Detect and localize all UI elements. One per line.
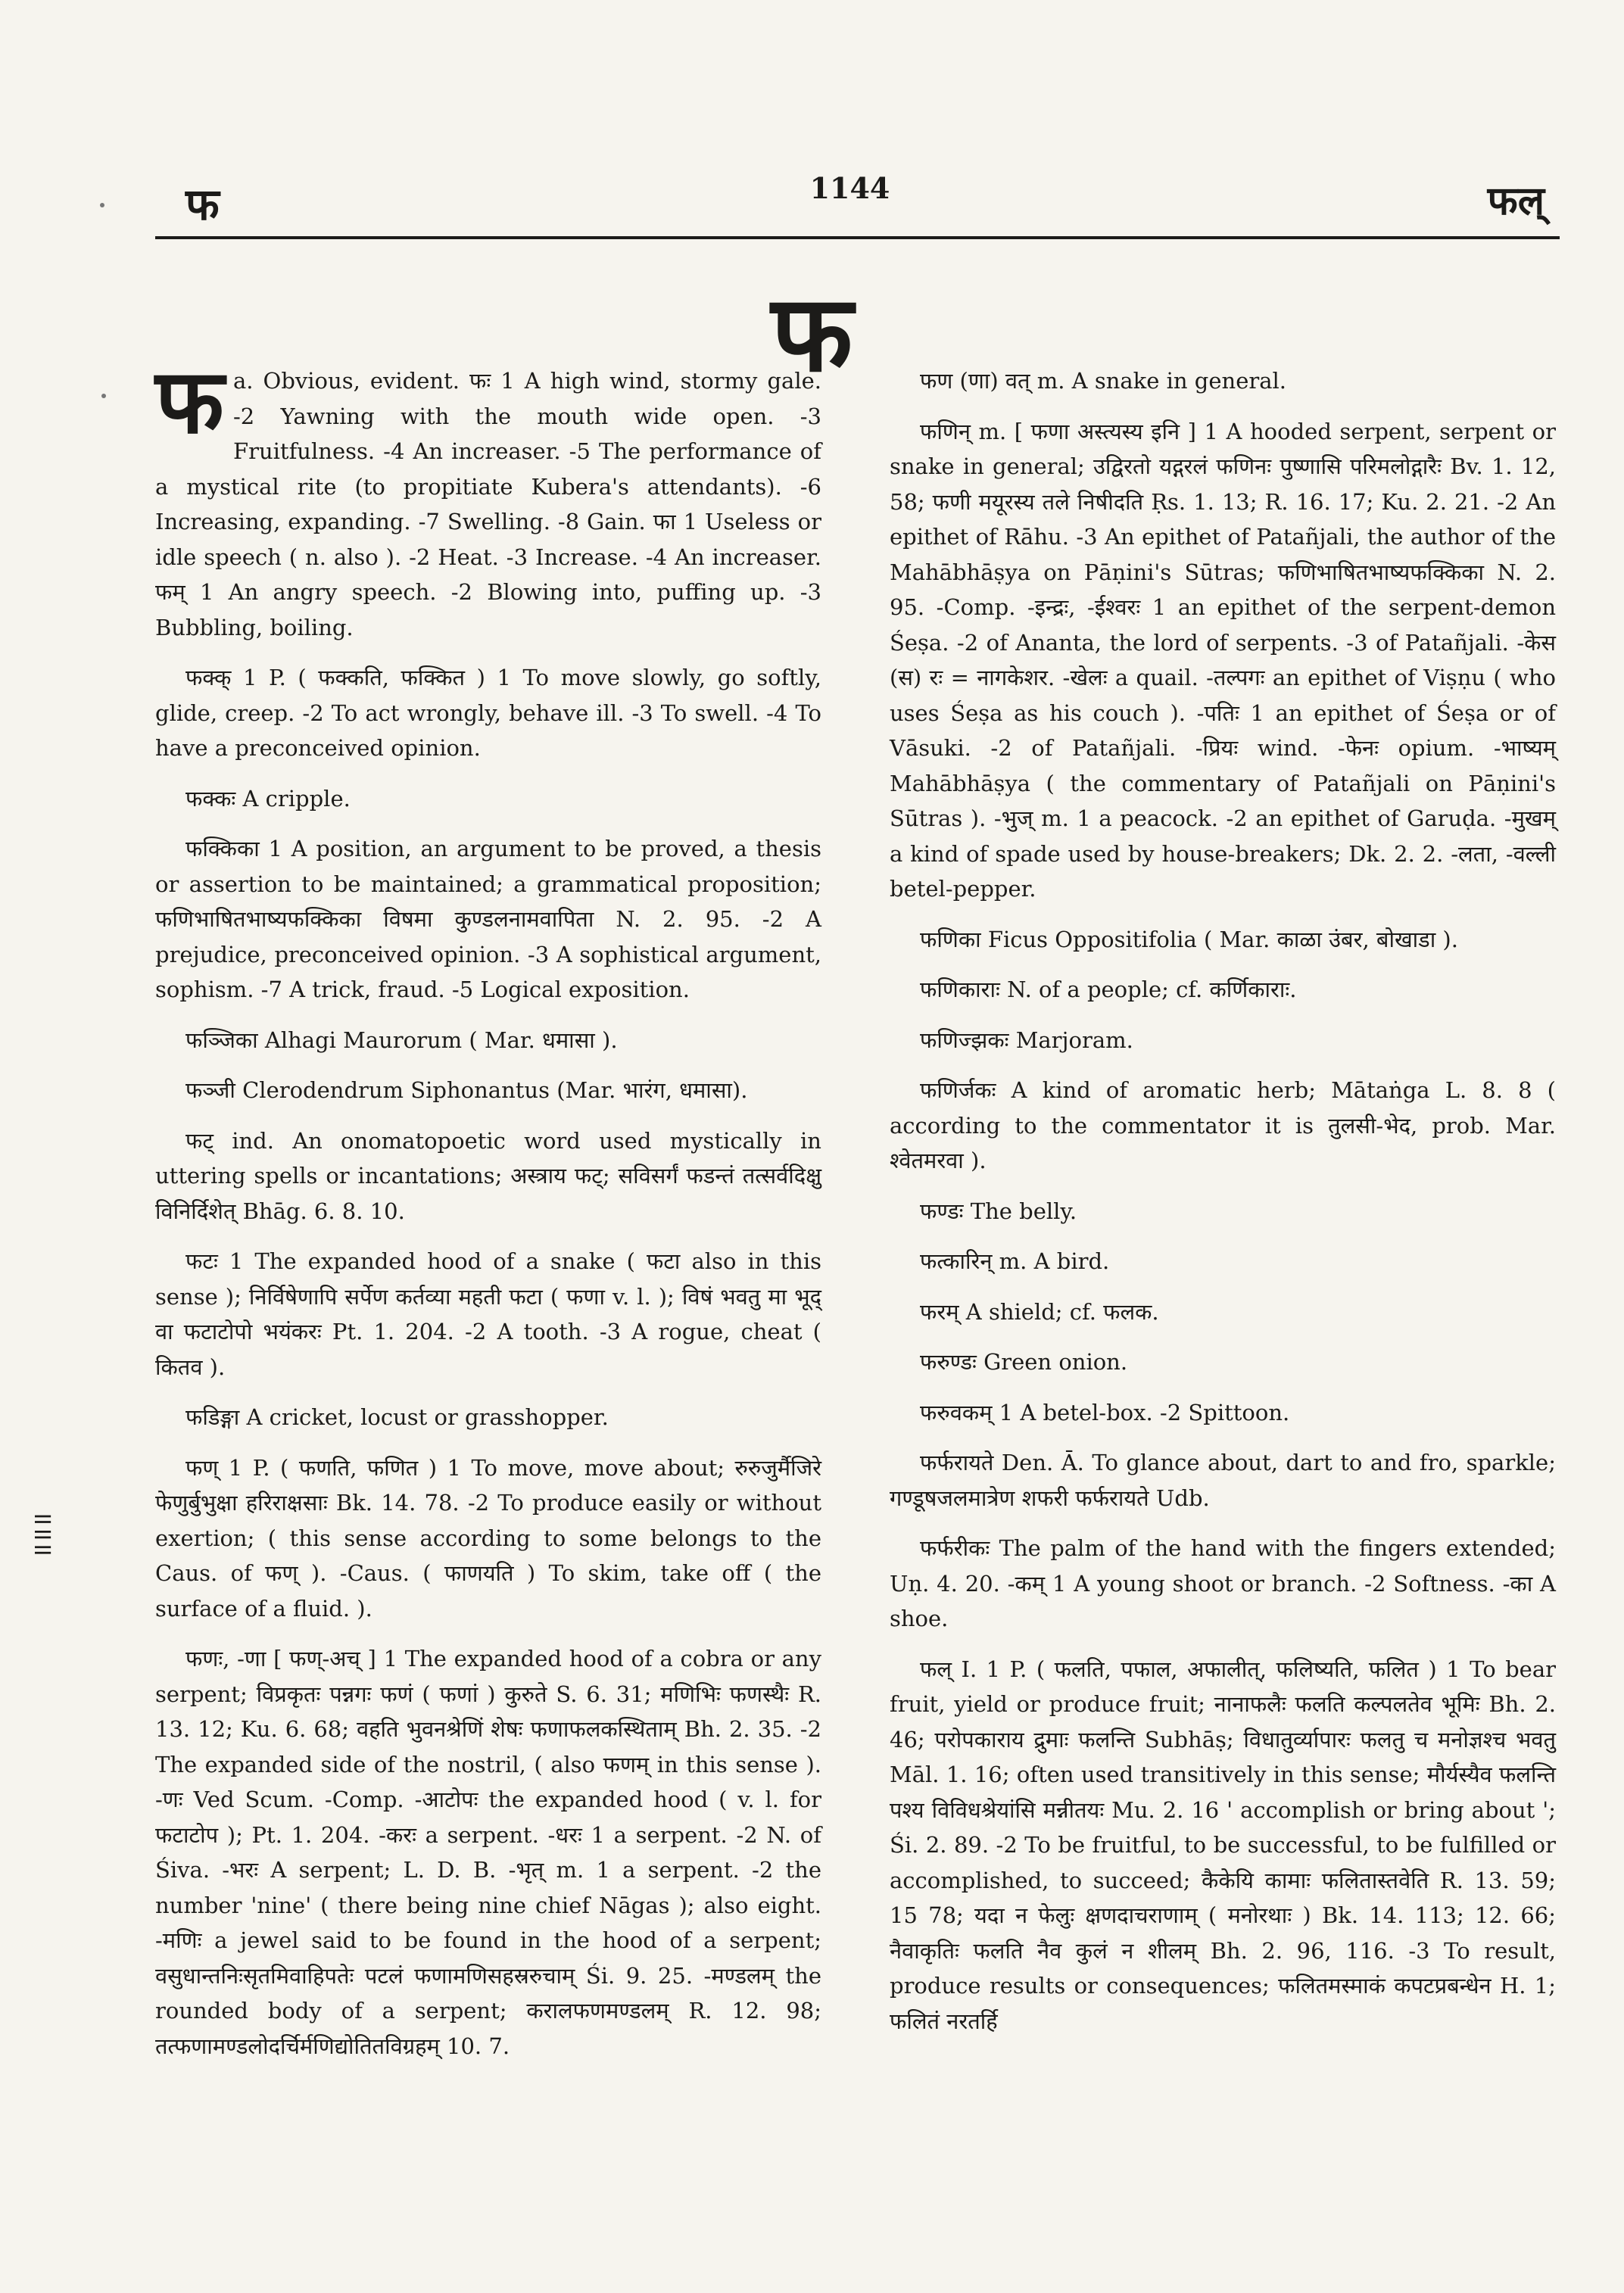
header-rule (155, 236, 1560, 239)
margin-mark: ॥॥॥ (28, 1510, 58, 1557)
dictionary-entry: फञ्जिका Alhagi Maurorum ( Mar. धमासा ). (185, 1027, 618, 1053)
dictionary-entry: फटः 1 The expanded hood of a snake ( फटा also in this sense ); निर्विषेणापि सर्पेण कर्तव्या महती फटा ( फणा v. l. ); विषं भवतु मा भूद् वा फटाटोपो भयंकरः Pt. 1. 204. -2 A tooth. -3 A rogue, cheat ( कितव ). (155, 1248, 821, 1380)
dictionary-entry: फणिर्जकः A kind of aromatic herb; Mātaṅga L. 8. 8 ( according to the commentator it is तुलसी-भेद, prob. Mar. श्वेतमरवा ). (890, 1077, 1556, 1173)
dictionary-entry: फण (णा) वत् m. A snake in general. (920, 368, 1287, 394)
dictionary-entry: फक्किका 1 A position, an argument to be proved, a thesis or assertion to be maintained; a grammatical proposition; फणिभाषितभाष्यफक्किका विषमा कुण्डलनामवापिता N. 2. 95. -2 A prejudice, preconceived opinion. -3 A sophistical argument, sophism. -7 A trick, fraud. -5 Logical exposition. (155, 836, 821, 1002)
header-right-word: फल् (1487, 178, 1545, 224)
header-left-letter: फ (185, 179, 220, 230)
dictionary-entry: फञ्जी Clerodendrum Siphonantus (Mar. भारंग, धमासा). (185, 1077, 748, 1103)
left-column (155, 348, 821, 2079)
dictionary-entry: फणिन् m. [ फणा अस्त्यस्य इनि ] 1 A hooded serpent, serpent or snake in general; उद्विरतो यद्गरलं फणिनः पुष्णासि परिमलोद्गारैः Bv. 1. 12, 58; फणी मयूरस्य तले निषीदति Ṛs. 1. 13; R. 16. 17; Ku. 2. 21. -2 An epithet of Rāhu. -3 An epithet of Patañjali, the author of the Mahābhāṣya on Pāṇini's Sūtras; फणिभाषितभाष्यफक्किका N. 2. 95. -Comp. -इन्द्रः, -ईश्वरः 1 an epithet of the serpent-demon Śeṣa. -2 of Ananta, the lord of serpents. -3 of Patañjali. -केस (स) रः = नागकेशर. -खेलः a quail. -तल्पगः an epithet of Viṣṇu ( who uses Śeṣa as his couch ). -पतिः 1 an epithet of Śeṣa or of Vāsuki. -2 of Patañjali. -प्रियः wind. -फेनः opium. -भाष्यम् Mahābhāṣya ( the commentary of Patañjali on Pāṇini's Sūtras ). -भुज् m. 1 a peacock. -2 an epithet of Garuḍa. -मुखम् a kind of spade used by house-breakers; Dk. 2. 2. -लता, -वल्ली betel-pepper. (890, 418, 1556, 902)
dictionary-entry: फरुवकम् 1 A betel-box. -2 Spittoon. (920, 1399, 1290, 1425)
section-letter: फ (771, 272, 853, 396)
dictionary-entry: फण्डः The belly. (920, 1198, 1077, 1224)
scan-speck (100, 203, 104, 207)
dictionary-entry: फरुण्डः Green onion. (920, 1349, 1128, 1375)
dictionary-entry: फर्फरायते Den. Ā. To glance about, dart to and fro, sparkle; गण्डूषजलमात्रेण शफरी फर्फरायते Udb. (890, 1450, 1556, 1511)
dictionary-entry: फर्फरीकः The palm of the hand with the fingers extended; Uṇ. 4. 20. -कम् 1 A young shoot or branch. -2 Softness. -का A shoe. (890, 1535, 1556, 1631)
dictionary-entry: फक्कः A cripple. (185, 785, 351, 812)
dictionary-entry: फणिकाराः N. of a people; cf. कर्णिकाराः. (920, 977, 1297, 1002)
dictionary-entry: फट् ind. An onomatopoetic word used mystically in uttering spells or incantations; अस्त्राय फट्; सविसर्गं फडन्तं तत्सर्वदिक्षु विनिर्दिशेत् Bhāg. 6. 8. 10. (155, 1127, 821, 1224)
dictionary-entry: फत्कारिन् m. A bird. (920, 1248, 1110, 1274)
dictionary-entry: फण् 1 P. ( फणति, फणित ) 1 To move, move about; रुरुजुर्मैजिरे फेणुर्बुभुक्षा हरिराक्षसाः Bk. 14. 78. -2 To produce easily or without exertion; ( this sense according to some belongs to the Caus. of फण् ). -Caus. ( फाणयति ) To skim, take off ( the surface of a fluid. ). (155, 1454, 821, 1622)
scan-speck (101, 394, 106, 398)
dictionary-entry: फडिङ्गा A cricket, locust or grasshopper. (185, 1404, 609, 1430)
page-number: 1144 (809, 171, 890, 205)
drop-cap: फ (155, 348, 224, 453)
dictionary-entry: फल् I. 1 P. ( फलति, पफाल, अफालीत्, फलिष्यति, फलित ) 1 To bear fruit, yield or produce fruit; नानाफलैः फलति कल्पलतेव भूमिः Bh. 2. 46; परोपकाराय द्रुमाः फलन्ति Subhāṣ; विधातुर्व्यापारः फलतु च मनोज्ञश्च भवतु Māl. 1. 16; often used transitively in this sense; मौर्यस्यैव फलन्ति पश्य विविधश्रेयांसि मन्नीतयः Mu. 2. 16 ' accomplish or bring about '; Śi. 2. 89. -2 To be fruitful, to be successful, to be fulfilled or accomplished, to succeed; कैकेयि कामाः फलितास्तवेति R. 13. 59; 15 78; यदा न फेलुः क्षणदाचराणाम् ( मनोरथाः ) Bk. 14. 113; 12. 66; नैवाकृतिः फलति नैव कुलं न शीलम् Bh. 2. 96, 116. -3 To result, produce results or consequences; फलितमस्माकं कपटप्रबन्धेन H. 1; फलितं नरतर्हि (890, 1656, 1556, 2034)
dictionary-entry: फक्क् 1 P. ( फक्कति, फक्कित ) 1 To move slowly, go softly, glide, creep. -2 To act wrongly, behave ill. -3 To swell. -4 To have a preconceived opinion. (155, 665, 821, 761)
dictionary-entry: फणिज्झकः Marjoram. (920, 1027, 1133, 1053)
dictionary-entry: फरम् A shield; cf. फलक. (920, 1298, 1159, 1325)
dictionary-entry: फणिका Ficus Oppositifolia ( Mar. काळा उंबर, बोखाडा ). (920, 926, 1458, 952)
right-column (890, 363, 1556, 2054)
dictionary-entry: फणः, -णा [ फण्-अच् ] 1 The expanded hood of a cobra or any serpent; विप्रकृतः पन्नगः फणं ( फणां ) कुरुते S. 6. 31; मणिभिः फणस्थैः R. 13. 12; Ku. 6. 68; वहति भुवनश्रेणिं शेषः फणाफलकस्थिताम् Bh. 2. 35. -2 The expanded side of the nostril, ( also फणम् in this sense ). -णः Ved Scum. -Comp. -आटोपः the expanded hood ( v. l. for फटाटोप ); Pt. 1. 204. -करः a serpent. -धरः 1 a serpent. -2 N. of Śiva. -भरः A serpent; L. D. B. -भृत् m. 1 a serpent. -2 the number 'nine' ( there being nine chief Nāgas ); also eight. -मणिः a jewel said to be found in the hood of a serpent; वसुधान्तनिःसृतमिवाहिपतेः पटलं फणामणिसहस्ररुचाम् Śi. 9. 25. -मण्डलम् the rounded body of a serpent; करालफणमण्डलम् R. 12. 98; तत्फणामण्डलोदर्चिर्मणिद्योतितविग्रहम् 10. 7. (155, 1646, 821, 2059)
dictionary-entry: फa. Obvious, evident. फः 1 A high wind, stormy gale. -2 Yawning with the mouth wide open. -3 Fruitfulness. -4 An increaser. -5 The performance of a mystical rite (to propitiate Kubera's attendants). -6 Increasing, expanding. -7 Swelling. -8 Gain. फा 1 Useless or idle speech ( n. also ). -2 Heat. -3 Increase. -4 An increaser. फम् 1 An angry speech. -2 Blowing into, puffing up. -3 Bubbling, boiling. (155, 348, 821, 640)
page-header (155, 159, 1545, 230)
